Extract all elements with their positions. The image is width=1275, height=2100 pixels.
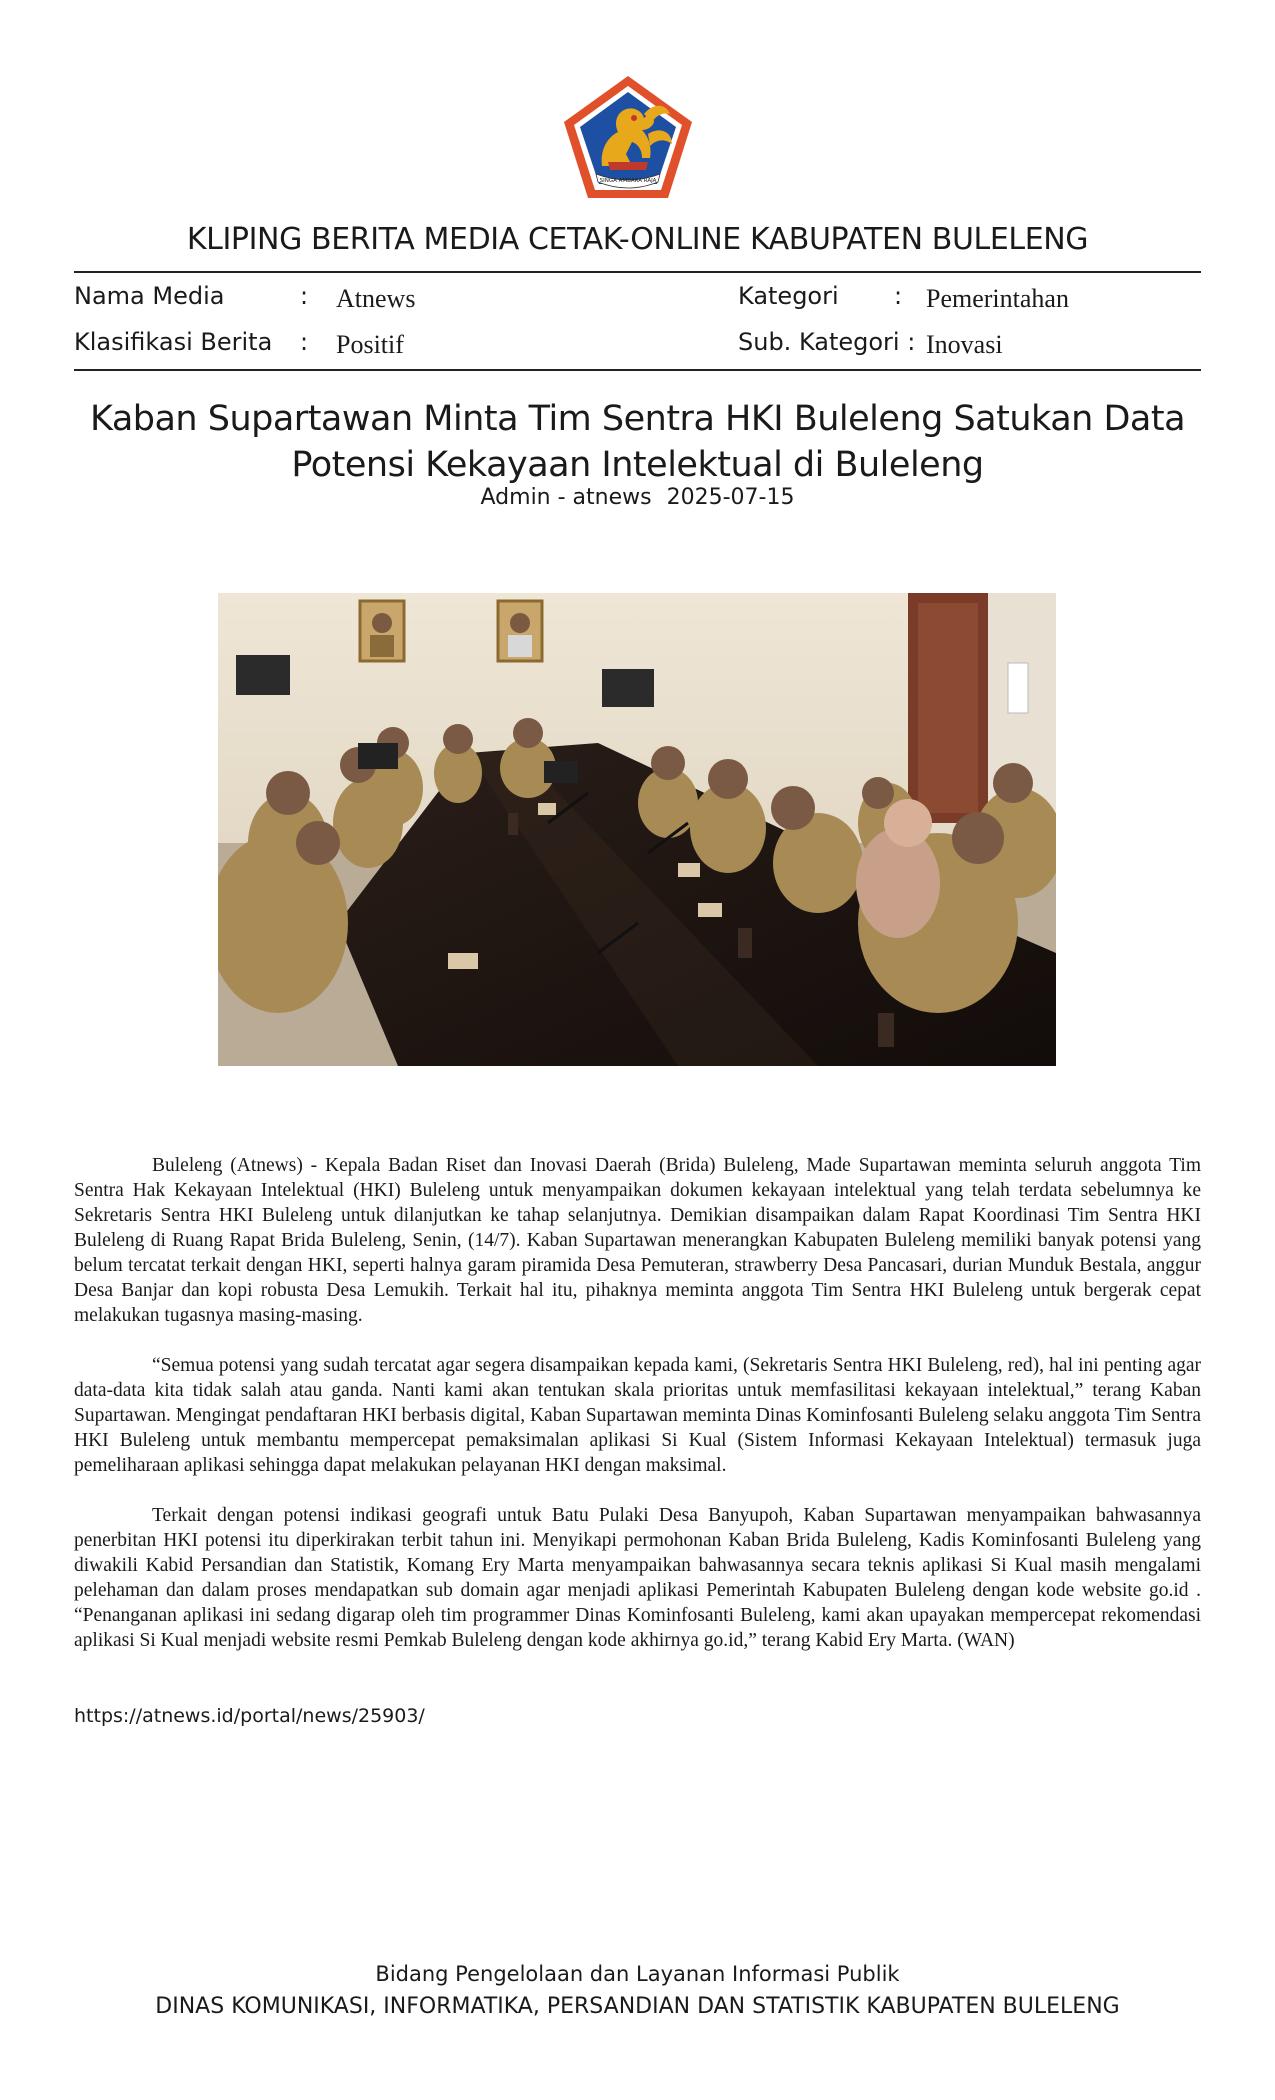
- media-label: Nama Media: [74, 282, 225, 310]
- article-body: [74, 1153, 1201, 1678]
- klasifikasi-value: Positif: [336, 330, 404, 359]
- kategori-colon: :: [894, 282, 903, 310]
- article-byline: [0, 485, 1275, 510]
- kategori-label: Kategori: [738, 282, 839, 310]
- article-date: 2025-07-15: [666, 485, 795, 510]
- klasifikasi-label: Klasifikasi Berita: [74, 328, 273, 356]
- footer-agency: DINAS KOMUNIKASI, INFORMATIKA, PERSANDIAN DAN STATISTIK KABUPATEN BULELENG: [155, 1994, 1120, 2019]
- article-paragraph: “Semua potensi yang sudah tercatat agar segera disampaikan kepada kami, (Sekretaris Sentra HKI Buleleng, red), hal ini penting agar data-data kita tidak salah atau ganda. Nanti kami akan tentukan skala prioritas untuk memfasilitasi kekayaan intelektual,” terang Kaban Supartawan. Mengingat pendaftaran HKI berbasis digital, Kaban Supartawan meminta Dinas Kominfosanti Buleleng selaku anggota Tim Sentra HKI Buleleng untuk membantu mempercepat pemaksimalan aplikasi Si Kual (Sistem Informasi Kekayaan Intelektual) termasuk juga pemeliharaan aplikasi sehingga dapat melakukan pelayanan HKI dengan maksimal.: [74, 1355, 1201, 1476]
- buleleng-coat-of-arms-icon: [562, 74, 694, 200]
- source-url: https://atnews.id/portal/news/25903/: [74, 1705, 425, 1727]
- footer-division: Bidang Pengelolaan dan Layanan Informasi Publik: [375, 1962, 900, 1986]
- article-paragraph: Terkait dengan potensi indikasi geografi untuk Batu Pulaki Desa Banyupoh, Kaban Supartawan menyampaikan bahwasannya penerbitan HKI potensi itu diperkirakan terbit tahun ini. Menyikapi permohonan Kaban Brida Buleleng, Kadis Kominfosanti Buleleng yang diwakili Kabid Persandian dan Statistik, Komang Ery Marta menyampaikan bahwasannya secara teknis aplikasi Si Kual masih mengalami pelehaman dan dalam proses mendapatkan sub domain agar menjadi aplikasi Pemerintah Kabupaten Buleleng dengan kode website go.id . “Penanganan aplikasi ini sedang digarap oleh tim programmer Dinas Kominfosanti Buleleng, kami akan upayakan mempercepat rekomendasi aplikasi Si Kual menjadi website resmi Pemkab Buleleng dengan kode akhirnya go.id,” terang Kabid Ery Marta. (WAN): [74, 1505, 1201, 1651]
- klasifikasi-colon: :: [300, 328, 309, 356]
- article-paragraph: Buleleng (Atnews) - Kepala Badan Riset dan Inovasi Daerah (Brida) Buleleng, Made Supartawan meminta seluruh anggota Tim Sentra Hak Kekayaan Intelektual (HKI) Buleleng untuk menyampaikan dokumen kekayaan intelektual yang telah terdata sebelumnya ke Sekretaris Sentra HKI Buleleng untuk dilanjutkan ke tahap selanjutnya. Demikian disampaikan dalam Rapat Koordinasi Tim Sentra HKI Buleleng di Ruang Rapat Brida Buleleng, Senin, (14/7). Kaban Supartawan menerangkan Kabupaten Buleleng memiliki banyak potensi yang belum tercatat terkait dengan HKI, seperti halnya garam piramida Desa Pemuteran, strawberry Desa Pancasari, durian Munduk Bestala, anggur Desa Banjar dan kopi robusta Desa Lemukih. Terkait hal itu, pihaknya meminta anggota Tim Sentra HKI Buleleng untuk bergerak cepat melakukan tugasnya masing-masing.: [74, 1155, 1201, 1326]
- article-photo: [218, 593, 1056, 1066]
- logo-motto: SINGA AMBARA RAJA: [599, 178, 657, 184]
- media-value: Atnews: [336, 284, 416, 313]
- page-title: KLIPING BERITA MEDIA CETAK-ONLINE KABUPATEN BULELENG: [186, 222, 1089, 257]
- subkategori-label: Sub. Kategori :: [738, 328, 916, 356]
- divider-bottom: [74, 369, 1201, 371]
- article-headline: Kaban Supartawan Minta Tim Sentra HKI Buleleng Satukan Data Potensi Kekayaan Intelektual di Buleleng: [89, 399, 1186, 485]
- media-colon: :: [300, 282, 309, 310]
- kategori-value: Pemerintahan: [926, 284, 1069, 313]
- article-author: Admin - atnews: [480, 485, 652, 510]
- subkategori-value: Inovasi: [926, 330, 1003, 359]
- divider-top: [74, 271, 1201, 273]
